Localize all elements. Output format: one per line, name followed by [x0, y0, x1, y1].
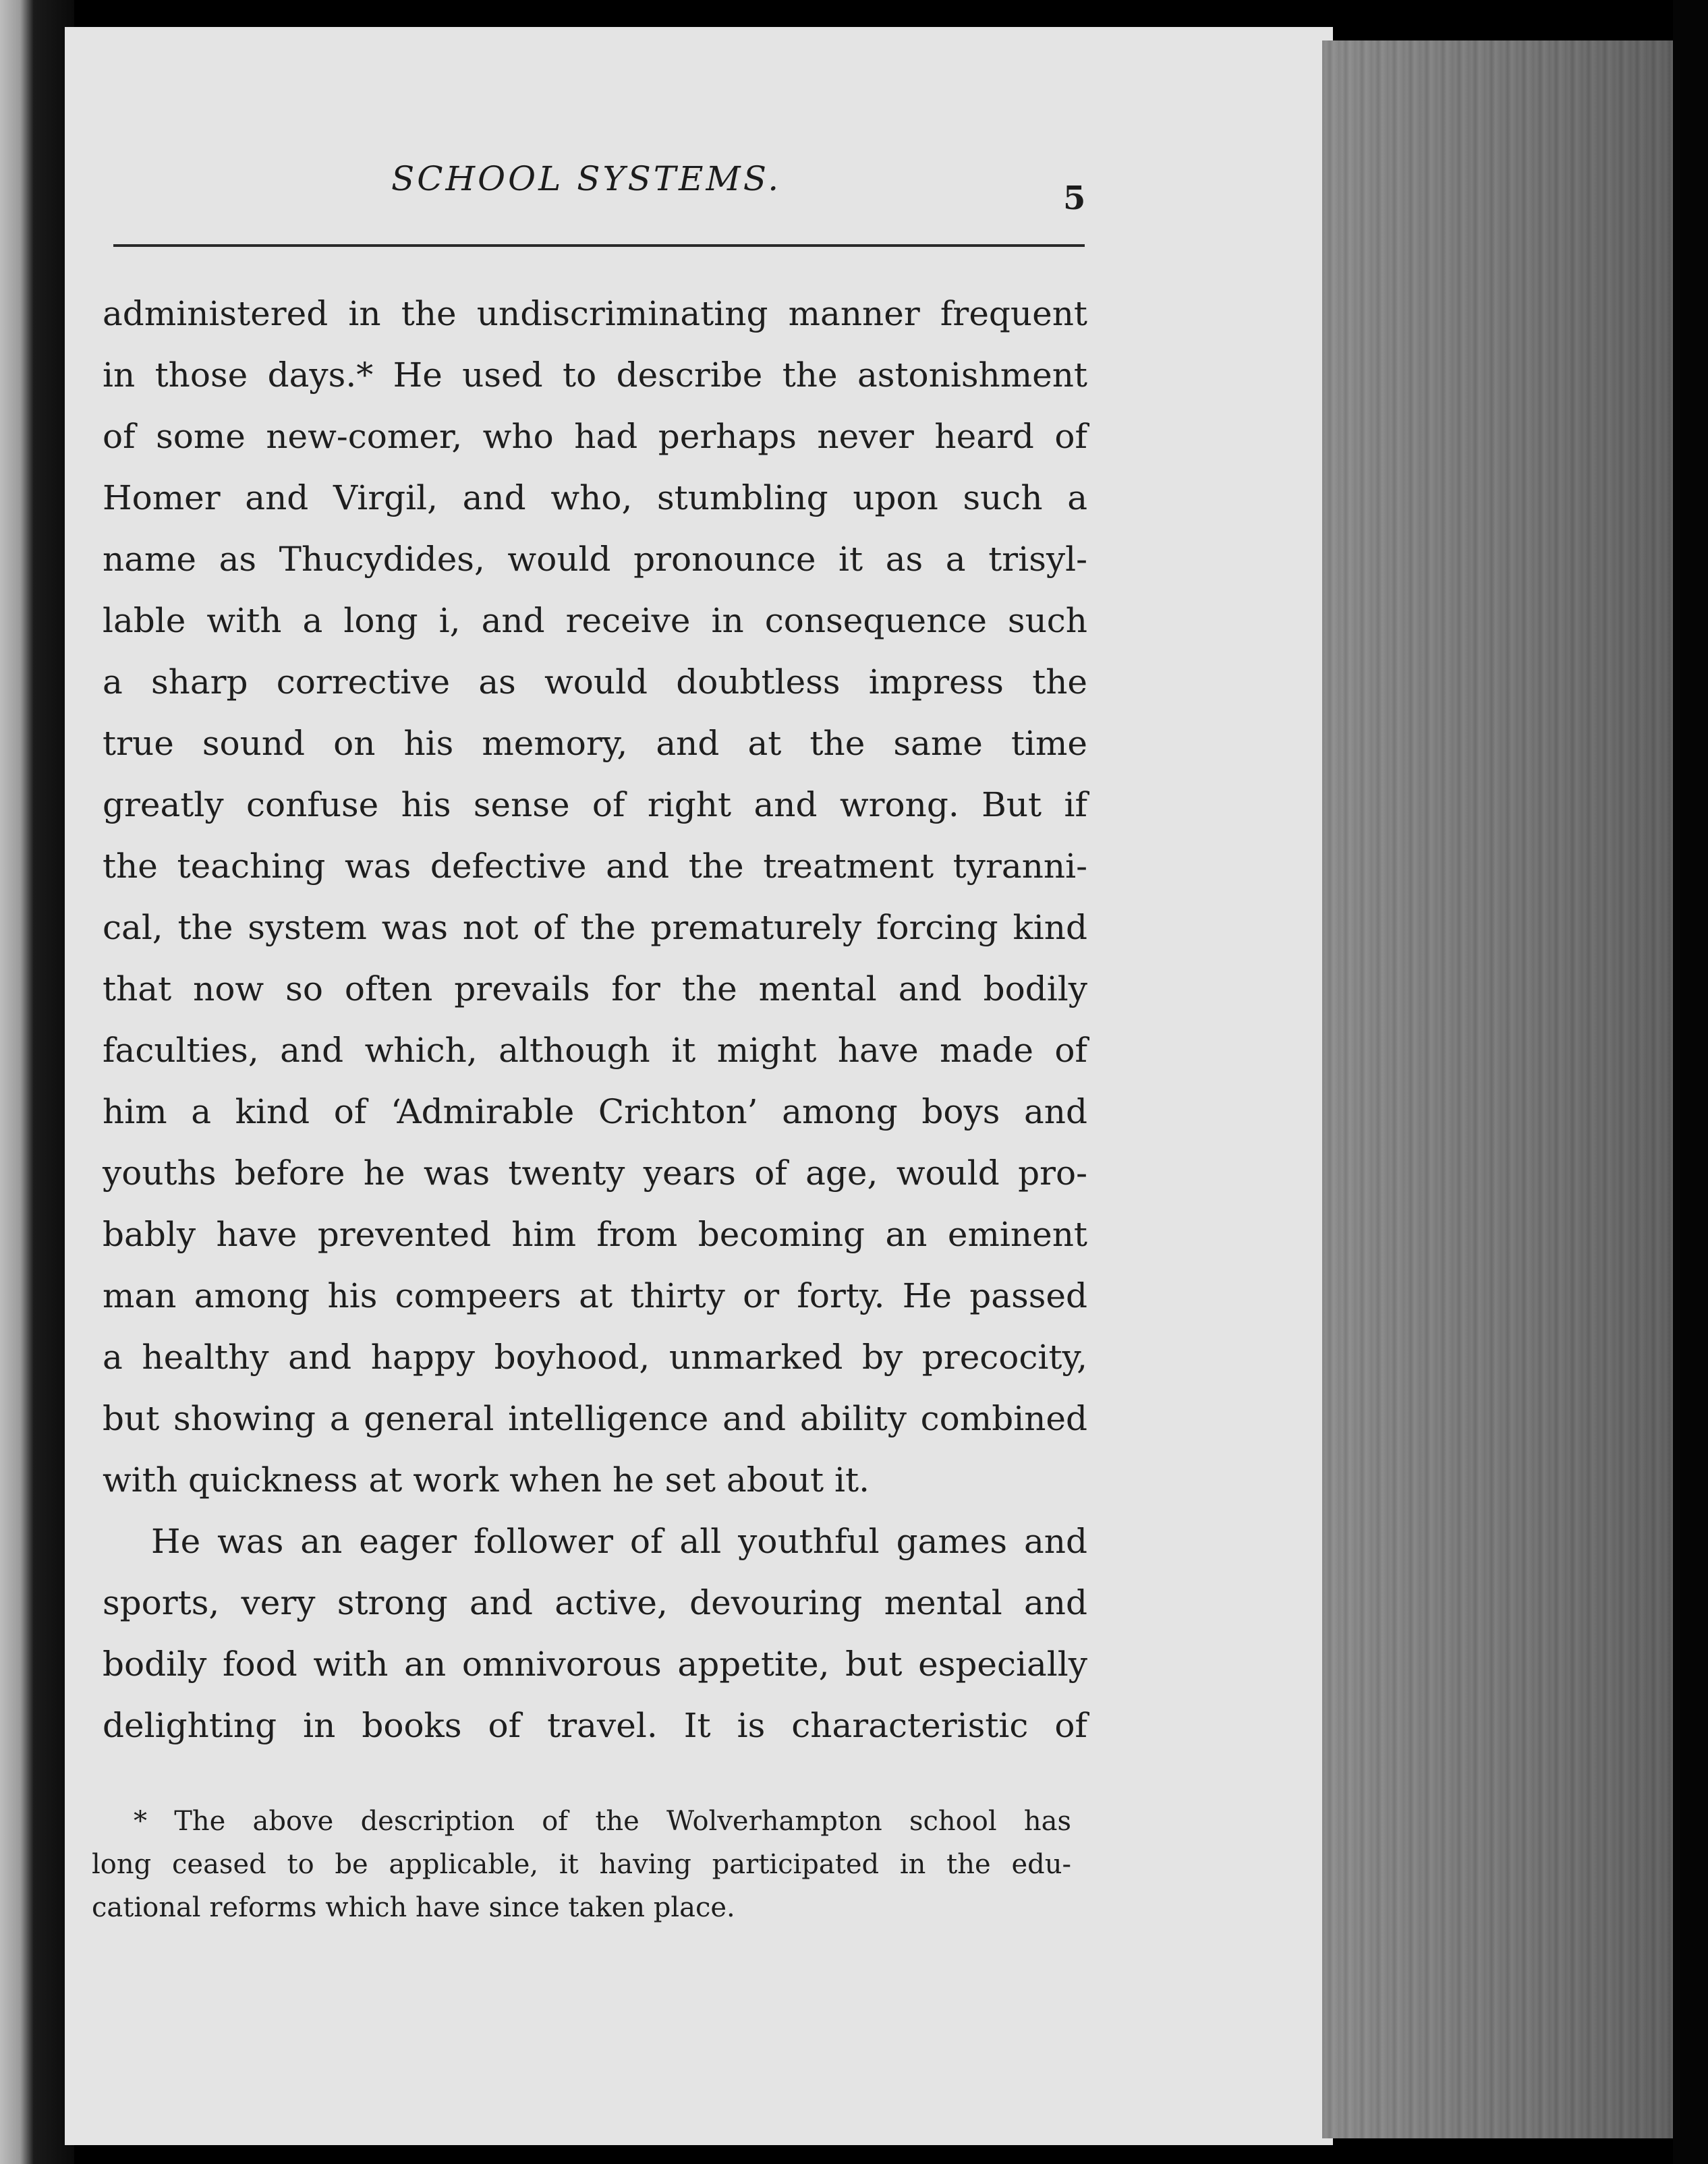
- text-line: administered in the undiscriminating manner frequent: [103, 294, 1087, 333]
- header-rule: [113, 244, 1085, 247]
- text-line: bodily food with an omnivorous appetite, but especially: [103, 1645, 1087, 1684]
- text-line: with quickness at work when he set about it.: [103, 1460, 870, 1500]
- text-line: the teaching was defective and the treatment tyranni-: [103, 847, 1087, 886]
- page-number: 5: [1063, 179, 1086, 217]
- text-line: him a kind of ‘Admirable Crichton’ among boys and: [103, 1092, 1087, 1131]
- text-line: true sound on his memory, and at the same time: [103, 724, 1087, 763]
- text-line: but showing a general intelligence and ability combined: [103, 1399, 1087, 1438]
- footnote-line: cational reforms which have since taken place.: [92, 1892, 735, 1923]
- text-line: Homer and Virgil, and who, stumbling upon such a: [103, 478, 1087, 517]
- fore-edge-shading: [1322, 40, 1673, 2138]
- footnote: [92, 1800, 1071, 1929]
- text-line: delighting in books of travel. It is characteristic of: [103, 1706, 1087, 1745]
- scan-border: [1673, 0, 1708, 2164]
- footnote-line: long ceased to be applicable, it having participated in the edu-: [92, 1849, 1071, 1880]
- text-line: a healthy and happy boyhood, unmarked by precocity,: [103, 1338, 1087, 1377]
- text-line: of some new-comer, who had perhaps never heard of: [103, 417, 1087, 456]
- text-line: sports, very strong and active, devouring mental and: [103, 1583, 1087, 1622]
- text-line: bably have prevented him from becoming an eminent: [103, 1215, 1087, 1254]
- text-line: youths before he was twenty years of age, would pro-: [103, 1154, 1087, 1193]
- text-line: lable with a long i, and receive in consequence such: [103, 601, 1087, 640]
- body-text: [103, 283, 1087, 1757]
- text-line: faculties, and which, although it might have made of: [103, 1031, 1087, 1070]
- running-title: SCHOOL SYSTEMS.: [391, 159, 782, 198]
- text-line: a sharp corrective as would doubtless impress the: [103, 662, 1087, 702]
- gutter-shadow: [0, 0, 74, 2164]
- text-line: He was an eager follower of all youthful games and: [151, 1522, 1087, 1561]
- text-line: in those days.* He used to describe the astonishment: [103, 355, 1087, 395]
- text-line: cal, the system was not of the prematurely forcing kind: [103, 908, 1087, 947]
- text-line: that now so often prevails for the mental and bodily: [103, 969, 1087, 1008]
- paragraph-1: [103, 283, 1087, 1511]
- text-line: greatly confuse his sense of right and wrong. But if: [103, 785, 1087, 824]
- footnote-line: * The above description of the Wolverhampton school has: [134, 1806, 1071, 1837]
- paragraph-2: [103, 1511, 1087, 1757]
- text-line: name as Thucydides, would pronounce it as a trisyl-: [103, 540, 1087, 579]
- text-line: man among his compeers at thirty or forty. He passed: [103, 1276, 1087, 1315]
